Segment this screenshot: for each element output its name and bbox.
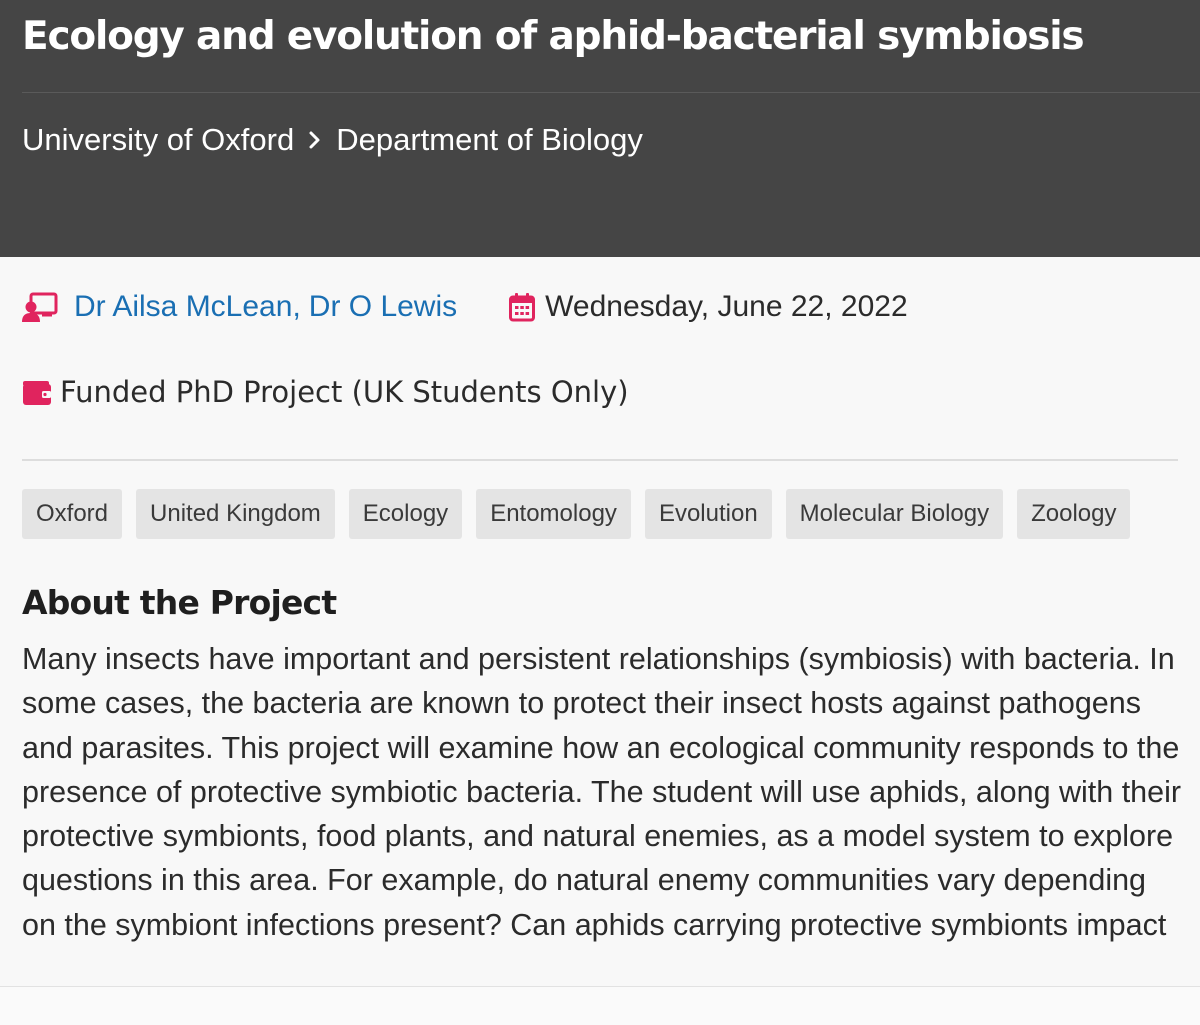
header-divider [22, 92, 1200, 93]
tag-zoology[interactable]: Zoology [1017, 489, 1130, 539]
tag-evolution[interactable]: Evolution [645, 489, 772, 539]
date-label: Wednesday, June 22, 2022 [545, 290, 908, 323]
discipline-tags [22, 489, 1130, 539]
funding-row [22, 370, 629, 414]
bottom-bar [0, 986, 1200, 1025]
breadcrumb [22, 118, 643, 162]
supervisor-link-lewis[interactable]: Dr O Lewis [308, 290, 458, 323]
about-heading: About the Project [22, 583, 337, 622]
content-divider [22, 459, 1178, 461]
tag-entomology[interactable]: Entomology [476, 489, 631, 539]
supervisor-link-mclean[interactable]: Dr Ailsa McLean [74, 290, 293, 323]
tag-molecular-biology[interactable]: Molecular Biology [786, 489, 1003, 539]
funding-type: Funded PhD Project (UK Students Only) [60, 375, 629, 409]
breadcrumb-department-link[interactable]: Department of Biology [336, 122, 643, 157]
page-header [0, 0, 1200, 257]
tag-ecology[interactable]: Ecology [349, 489, 462, 539]
tag-oxford[interactable]: Oxford [22, 489, 122, 539]
page-title: Ecology and evolution of aphid-bacterial symbiosis [22, 14, 1084, 59]
date-posted [509, 290, 908, 324]
calendar-icon [509, 292, 535, 322]
about-body-text: Many insects have important and persistent relationships (symbiosis) with bacteria. In some cases, the bacteria are known to protect their insect hosts against pathogens and parasites. This project will examine how an ecological community responds to the presence of protective symbiotic bacteria. The student will use aphids, along with their protective symbionts, food plants, and natural enemies, as a model system to explore questions in this area. For example, do natural enemy communities vary depending on the symbiont infections present? Can aphids carrying protective symbionts impact [22, 642, 1182, 942]
wallet-icon [22, 378, 52, 406]
chevron-right-icon [308, 130, 322, 150]
supervisor-separator: , [292, 290, 301, 323]
breadcrumb-university-link[interactable]: University of Oxford [22, 122, 295, 157]
supervisors-row [22, 285, 908, 329]
tag-united-kingdom[interactable]: United Kingdom [136, 489, 335, 539]
supervisor-icon [22, 291, 58, 323]
